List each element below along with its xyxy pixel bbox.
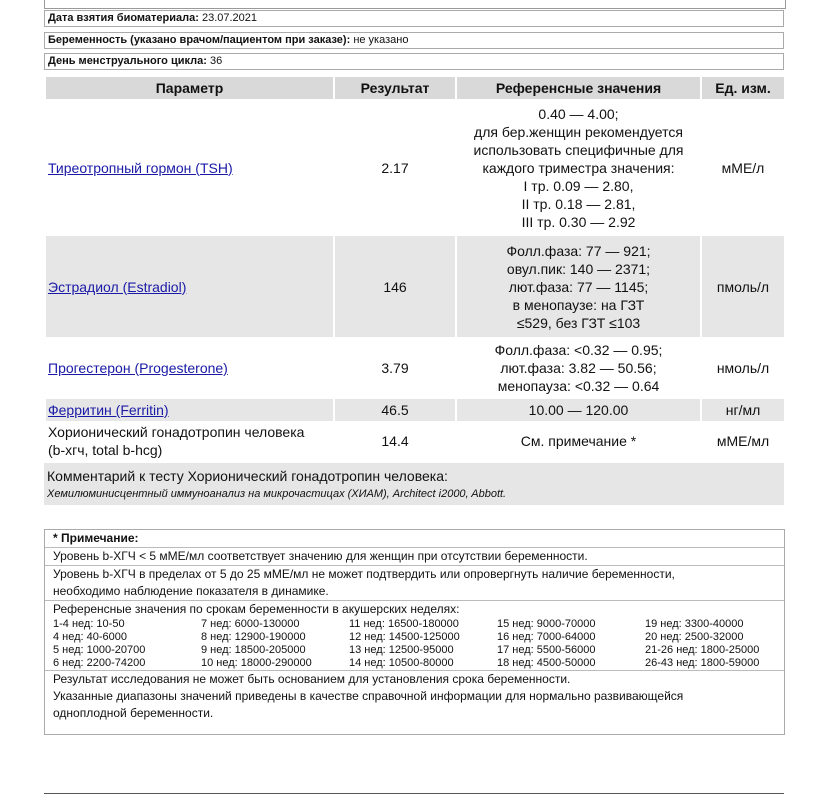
weeks-cell: 4 нед: 40-6000: [53, 631, 128, 643]
note-line-2a: Уровень b-ХГЧ в пределах от 5 до 25 мМЕ/мл не может подтвердить или опровергнуть наличие беременности,: [53, 567, 675, 581]
ref-line: овул.пик: 140 — 2371;: [506, 260, 651, 277]
progesterone-unit: нмоль/л: [716, 360, 770, 376]
hcg-note: [44, 529, 785, 735]
progesterone-link[interactable]: Прогестерон (Progesterone): [48, 360, 228, 376]
ref-line: каждого триместра значения:: [482, 159, 675, 176]
table-header-row: [46, 77, 784, 99]
tsh-unit: мМЕ/л: [721, 159, 765, 176]
ref-line: использовать специфичные для: [473, 141, 684, 158]
header-unit: Ед. изм.: [702, 77, 784, 99]
weeks-cell: 1-4 нед: 10-50: [53, 618, 125, 630]
tsh-result: 2.17: [381, 159, 409, 176]
tsh-reference: [457, 99, 700, 236]
pregnancy-label: Беременность (указано врачом/пациентом при заказе):: [48, 34, 351, 46]
hcg-result: 14.4: [381, 433, 409, 449]
weeks-cell: 17 нед: 5500-56000: [497, 644, 596, 656]
header-parameter: Параметр: [46, 77, 333, 99]
weeks-cell: 16 нед: 7000-64000: [497, 631, 596, 643]
sample-date-row: [44, 10, 784, 27]
ref-line: Фолл.фаза: <0.32 — 0.95;: [494, 342, 663, 358]
hcg-reference: См. примечание *: [520, 433, 637, 449]
ferritin-result: 46.5: [335, 399, 455, 421]
table-row-estradiol: [46, 236, 784, 337]
weeks-cell: 26-43 нед: 1800-59000: [645, 657, 760, 669]
hcg-comment: [44, 463, 784, 505]
clipped-header-row: [44, 0, 786, 9]
tsh-link[interactable]: Тиреотропный гормон (TSH): [48, 159, 233, 176]
ref-line: для бер.женщин рекомендуется: [474, 123, 683, 140]
note-disclaimer: [45, 671, 784, 722]
ref-line: III тр. 0.30 — 2.92: [521, 213, 636, 230]
ferritin-unit: нг/мл: [702, 399, 784, 421]
weeks-cell: 15 нед: 9000-70000: [497, 618, 596, 630]
note-line-2b: необходимо наблюдение показателя в динамике.: [53, 584, 329, 598]
estradiol-result: 146: [335, 236, 455, 337]
cycle-day-label: День менструального цикла:: [48, 55, 207, 67]
weeks-cell: 12 нед: 14500-125000: [349, 631, 460, 643]
hcg-name-line1: Хорионический гонадотропин человека: [48, 424, 305, 440]
estradiol-link[interactable]: Эстрадиол (Estradiol): [48, 278, 187, 295]
estradiol-unit: пмоль/л: [702, 236, 784, 337]
comment-title: Комментарий к тесту Хорионический гонадотропин человека:: [47, 468, 448, 484]
ferritin-link[interactable]: Ферритин (Ferritin): [48, 402, 169, 418]
ref-line: лют.фаза: 3.82 — 50.56;: [500, 360, 657, 376]
progesterone-reference: [457, 337, 700, 399]
pregnancy-value: не указано: [353, 34, 409, 46]
ref-line: II тр. 0.18 — 2.81,: [521, 195, 636, 212]
table-row-tsh: [46, 99, 784, 236]
note-line-4a: Указанные диапазоны значений приведены в качестве справочной информации для нормально развивающейся: [53, 689, 684, 703]
ferritin-reference: 10.00 — 120.00: [457, 399, 700, 421]
weeks-cell: 18 нед: 4500-50000: [497, 657, 596, 669]
weeks-cell: 13 нед: 12500-95000: [349, 644, 454, 656]
ref-line: ≤529, без ГЗТ ≤103: [516, 314, 641, 331]
weeks-section: [45, 601, 784, 671]
note-line-4b: одноплодной беременности.: [53, 706, 214, 720]
weeks-cell: 8 нед: 12900-190000: [201, 631, 306, 643]
header-reference: Референсные значения: [457, 77, 700, 99]
weeks-cell: 9 нед: 18500-205000: [201, 644, 306, 656]
hcg-unit: мМЕ/мл: [716, 433, 770, 449]
weeks-cell: 21-26 нед: 1800-25000: [645, 644, 760, 656]
cycle-day-value: 36: [209, 55, 223, 67]
weeks-cell: 20 нед: 2500-32000: [645, 631, 744, 643]
header-result: Результат: [335, 77, 455, 99]
progesterone-result: 3.79: [381, 360, 409, 376]
sample-date-label: Дата взятия биоматериала:: [48, 12, 199, 24]
ref-line: 0.40 — 4.00;: [538, 105, 619, 122]
weeks-cell: 11 нед: 16500-180000: [349, 618, 459, 630]
pregnancy-row: [44, 32, 784, 49]
ref-line: лют.фаза: 77 — 1145;: [508, 278, 649, 295]
comment-method: Хемилюминисцентный иммуноанализ на микрочастицах (ХИАМ), Architect i2000, Abbott.: [47, 488, 507, 500]
weeks-cell: 10 нед: 18000-290000: [201, 657, 312, 669]
weeks-cell: 19 нед: 3300-40000: [645, 618, 744, 630]
footer-divider: [44, 793, 784, 794]
ref-line: Фолл.фаза: 77 — 921;: [506, 242, 651, 259]
weeks-cell: 5 нед: 1000-20700: [53, 644, 146, 656]
hcg-name-line2: (b-хгч, total b-hcg): [48, 442, 163, 458]
note-line-2: [45, 566, 784, 601]
ref-line: в менопаузе: на ГЗТ: [512, 296, 645, 313]
results-table: [44, 77, 786, 461]
cycle-day-row: [44, 53, 784, 70]
table-row-hcg: [46, 421, 784, 461]
weeks-cell: 6 нед: 2200-74200: [53, 657, 146, 669]
ref-line: I тр. 0.09 — 2.80,: [523, 177, 634, 194]
weeks-cell: 7 нед: 6000-130000: [201, 618, 300, 630]
estradiol-reference: [457, 236, 700, 337]
note-line-1: Уровень b-ХГЧ < 5 мМЕ/мл соответствует значению для женщин при отсутствии беременности.: [45, 548, 784, 566]
weeks-title: Референсные значения по срокам беременности в акушерских неделях:: [53, 602, 460, 616]
table-row-progesterone: [46, 337, 784, 399]
sample-date-value: 23.07.2021: [201, 12, 258, 24]
weeks-cell: 14 нед: 10500-80000: [349, 657, 454, 669]
table-row-ferritin: [46, 399, 784, 421]
note-title: * Примечание:: [45, 530, 784, 548]
note-line-3: Результат исследования не может быть основанием для установления срока беременности.: [53, 672, 571, 686]
hcg-parameter: [46, 421, 333, 461]
weeks-grid: [53, 618, 784, 670]
ref-line: менопауза: <0.32 — 0.64: [497, 378, 660, 394]
